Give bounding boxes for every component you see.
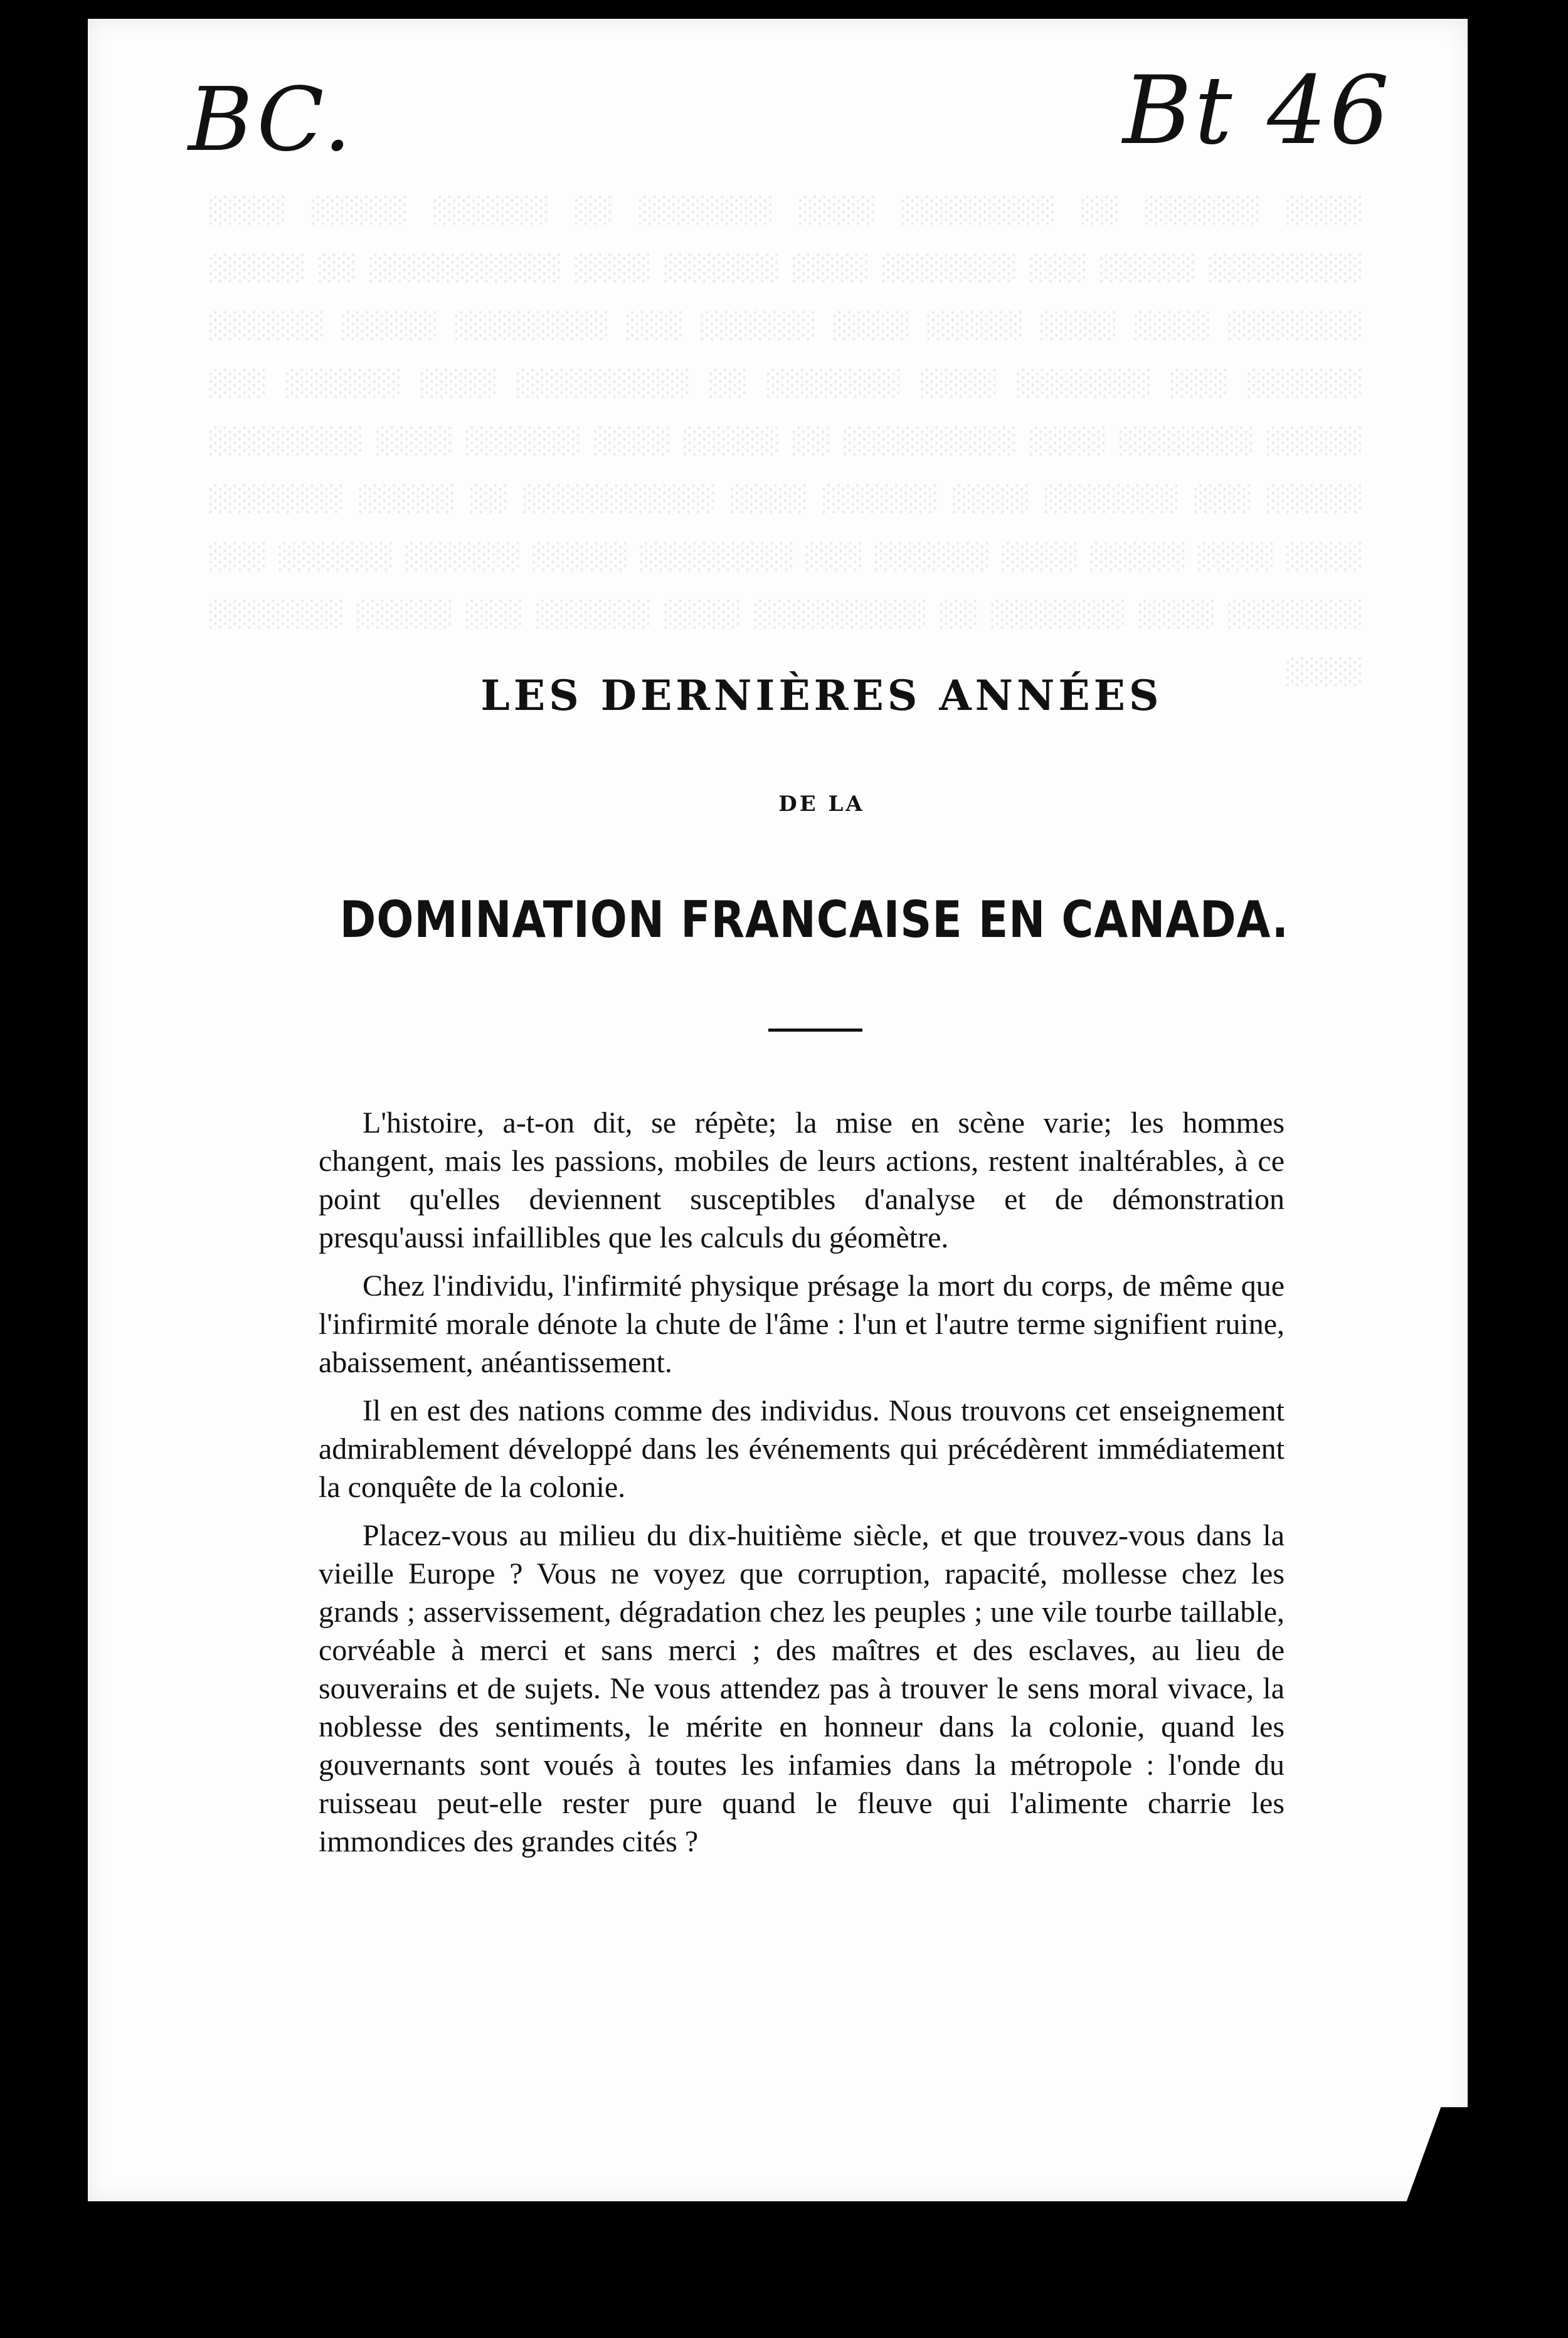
paragraph-2: Chez l'individu, l'infirmité physique présage la mort du corps, de même que l'infirmité morale dénote la chute de l'âme : l'un et l'autre terme signifient ruine, abaissement, anéantissement. — [319, 1269, 1285, 1379]
document-main-title: DOMINATION FRANCAISE EN CANADA. — [339, 891, 1289, 949]
handwritten-annotation-left: BC. — [188, 69, 354, 171]
paragraph-3: Il en est des nations comme des individus. Nous trouvons cet enseignement admirablement développé dans les événements qui précédèrent immédiatement la conquête de la colonie. — [319, 1394, 1285, 1504]
document-title: LES DERNIÈRES ANNÉES — [480, 671, 1163, 720]
paragraph-4: Placez-vous au milieu du dix-huitième siècle, et que trouvez-vous dans la vieille Europe ? Vous ne voyez que corruption, rapacité, mollesse chez les grands ; asservissement, dégradation chez les peuples ; une vile tourbe taillable, corvéable à merci et sans merci ; des maîtres et des esclaves, au lieu de souverains et de sujets. Ne vous attendez pas à trouver le sens moral vivace, la noblesse des sentiments, le mérite en honneur dans la colonie, quand les gouvernants sont voués à toutes les infamies dans la métropole : l'onde du ruisseau peut-elle rester pure quand le fleuve qui l'alimente charrie les immondices des grandes cités ? — [319, 1519, 1285, 1858]
handwritten-annotation-right: Bt 46 — [1123, 56, 1392, 166]
title-divider — [768, 1029, 862, 1032]
paragraph-1: L'histoire, a-t-on dit, se répète; la mise en scène varie; les hommes changent, mais les passions, mobiles de leurs actions, restent inaltérables, à ce point qu'elles deviennent susceptibles d'analyse et de démonstration presqu'aussi infaillibles que les calculs du géomètre. — [319, 1106, 1285, 1254]
bleed-through-texture: ░░░░ ░░░░░░ ░░ ░░░░░░░░ ░░░░ ░░░░░░░ ░░ ░░░░░░ ░░░░░ ░░░░ ░░░░░░░░ ░░░░░ ░░░ ░░░░░░░ ░░░░ ░░░░░░ ░░░░ ░░░░░░░░░░ ░░ ░░░░░ ░░░░░░░ ░░░░ ░░░░ ░░░░░ ░░░░ ░░░░░░ ░░░ ░░░░░░░░ ░░░░░ ░░░░░░ ░░░░░░ ░░░ ░░░░░░░ ░░░░ ░░░░░░░ ░░ ░░░░░░░░░ ░░░░ ░░░░░░ ░░░ ░░░░░ ░░░░░░░ ░░░░ ░░░░░░░░░ ░░ ░░░░░ ░░░░ ░░░░░░ ░░░░ ░░░░░░░░ ░░░░░ ░░░ ░░░░░░░ ░░░░ ░░░░░░ ░░░░ ░░░░░░░░░░ ░░ ░░░░░ ░░░░░░░ ░░░░ ░░░░ ░░░░░ ░░░░ ░░░░░░ ░░░ ░░░░░░░░ ░░░░░ ░░░░░░ ░░░░░░ ░░░ ░░░░░░░ ░░░░ ░░░░░░░ ░░ ░░░░░░░░░ ░░░░ ░░░░░░ ░░░ ░░░░░ ░░░░░░░ ░░░░ — [207, 196, 1361, 687]
document-subtitle: DE LA — [778, 791, 865, 817]
body-text — [319, 1104, 1285, 1871]
